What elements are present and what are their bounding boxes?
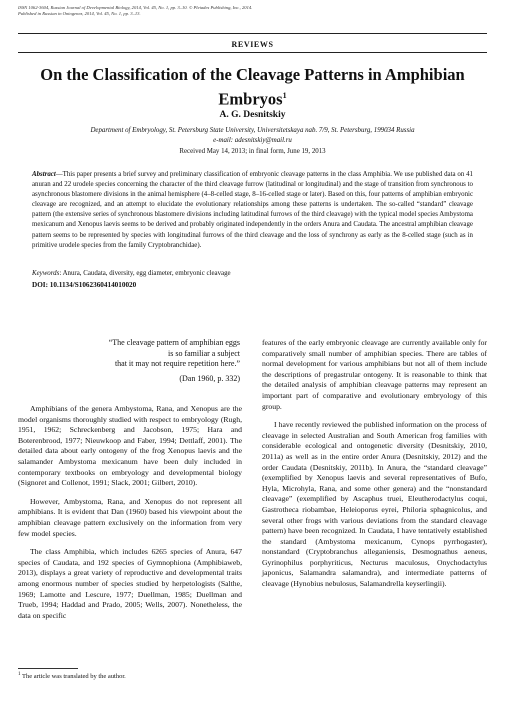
article-title-text: On the Classification of the Cleavage Patterns in Amphibian Embryos	[40, 65, 465, 109]
doi: DOI: 10.1134/S1062360414010020	[32, 281, 137, 289]
header-rule-top	[18, 33, 487, 34]
epigraph-quote: “The cleavage pattern of amphibian eggs is so familiar a subject that it may not require repetition here.”	[108, 338, 240, 368]
abstract-label: Abstract	[32, 171, 56, 178]
footnote-text: The article was translated by the author.	[22, 673, 126, 681]
body-column-right	[262, 338, 487, 598]
footnote-mark: 1	[18, 672, 21, 677]
footnote	[18, 672, 242, 680]
footnote-rule	[18, 668, 78, 669]
keywords	[32, 270, 473, 277]
epigraph-source: (Dan 1960, p. 332)	[179, 374, 240, 383]
title-footnote-mark: 1	[282, 91, 287, 100]
journal-header-line-1: ISSN 1062-3604, Russian Journal of Developmental Biology, 2014, Vol. 45, No. 1, pp. 3–10. © Pleiades Publishing, Inc., 2014.	[18, 5, 253, 10]
body-paragraph: I have recently reviewed the published information on the process of cleavage in selected Australian and South American frog families with considerable ecological and ontogenetic diversity (Desnitskiy, 2010, 2011a) as well as in the entire order Anura (Desnitskiy, 2012) and the order Caudata (Desnitskiy, 2011b). In Anura, the “standard cleavage” (exemplified by Xenopus laevis and several representatives of Bufo, Hyla, Microhyla, Rana, and some other genera) and the “nonstandard cleavage” (exemplified by Ascaphus truei, Eleutherodactylus coqui, Gastrotheca riobambae, Heleioporus eyrei, Philoria sphagnicolus, and several other frogs with various deviations from the standard cleavage pattern) have been recognized. In Caudata, I have tentatively established the standard (Ambystoma mexicanum, Cynops pyrrhogaster), nonstandard (Cryptobranchus alleganiensis, Desmognathus aeneus, Gyrinophilus porphyriticus, Necturus maculosus, Onychodactylus japonicus, Salamandra salamandra), and intermediate patterns of cleavage (Hynobius nebulosus, Salamandrella keyserlingii).	[262, 420, 487, 589]
body-paragraph: However, Ambystoma, Rana, and Xenopus do not represent all amphibians. It is evident that Dan (1960) based his viewpoint about the amphibian cleavage pattern exclusively on the information from very few model species.	[18, 496, 242, 538]
journal-header-line-2: Published in Russian in Ontogenez, 2014, Vol. 45, No. 1, pp. 3–13.	[18, 11, 141, 16]
body-paragraph: features of the early embryonic cleavage are currently available only for comparatively small number of amphibian species. There are tables of normal development for various amphibians but not all of them include the descriptions of pregastrular ontogeny. It is reasonable to think that the detailed analysis of amphibian cleavage patterns may represent an important part of comparative and evolutionary embryology of this group.	[262, 338, 487, 411]
keywords-label: Keywords	[32, 270, 60, 277]
article-title	[40, 64, 465, 110]
body-paragraph: Amphibians of the genera Ambystoma, Rana, and Xenopus are the model organisms thoroughly studied with respect to embryology (Rugh, 1951, 1962; Schreckenberg and Jacobson, 1975; Hara and Boterenbrood, 1977; Nieuwkoop and Faber, 1994; Dettlaff, 2001). The detailed data about early ontogeny of the frog Xenopus laevis and the salamander Ambystoma mexicanum have been duly included in contemporary textbooks on embryology and developmental biology (Signoret and Collenot, 1991; Slack, 2001; Gilbert, 2010).	[18, 404, 242, 488]
body-paragraph: The class Amphibia, which includes 6265 species of Anura, 647 species of Caudata, and 192 species of Gymnophiona (Amphibiaweb, 2013), displays a great variety of reproductive and developmental traits among enormous number of species studied by herpetologists (Salthe, 1969; Lamotte and Lescure, 1977; Duellman, 1985; Duellman and Trueb, 1994; Haddad and Prado, 2005; Wells, 2007). Nonetheless, the data on specific	[18, 547, 242, 620]
author-name: A. G. Desnitskiy	[219, 110, 286, 120]
affiliation-address: Department of Embryology, St. Petersburg State University, Universitetskaya nab. 7/9, St. Petersburg, 199034 Russia	[90, 127, 415, 134]
abstract-text: —This paper presents a brief survey and preliminary classification of embryonic cleavage patterns in the class Amphibia. We use published data on 41 anuran and 22 urodele species concerning the character of the third cleavage furrow (latitudinal or longitudinal) and the stage of transition from synchronous to asynchronous blastomere divisions in the animal hemisphere (4–8-celled stage, 8–16-celled stage or later). Based on this, four patterns of amphibian embryonic cleavage are recognized, and an attempt to elucidate the evolutionary relationships among these patterns is undertaken. The so-called “standard” cleavage pattern (the extensive series of synchronous blastomere divisions including latitudinal furrows of the third cleavage) with the typical model species Ambystoma mexicanum and Xenopus laevis seems to be derived and probably originated independently in the orders Anura and Caudata. The ancestral amphibian cleavage pattern seems to be represented by species with longitudinal furrows of the third cleavage and the loss of synchrony as early as the 8-celled stage (such as in primitive urodele species from the family Cryptobranchidae).	[32, 171, 473, 249]
abstract	[32, 170, 473, 251]
body-column-left	[18, 404, 242, 629]
affiliation	[20, 126, 485, 146]
keywords-text: : Anura, Caudata, diversity, egg diameter, embryonic cleavage	[59, 270, 231, 277]
journal-header	[18, 5, 252, 17]
section-label: REVIEWS	[231, 40, 274, 49]
author-email: e-mail: adesnitskiy@mail.ru	[213, 137, 292, 144]
received-dates: Received May 14, 2013; in final form, June 19, 2013	[179, 148, 326, 155]
header-rule-bottom	[18, 52, 487, 53]
